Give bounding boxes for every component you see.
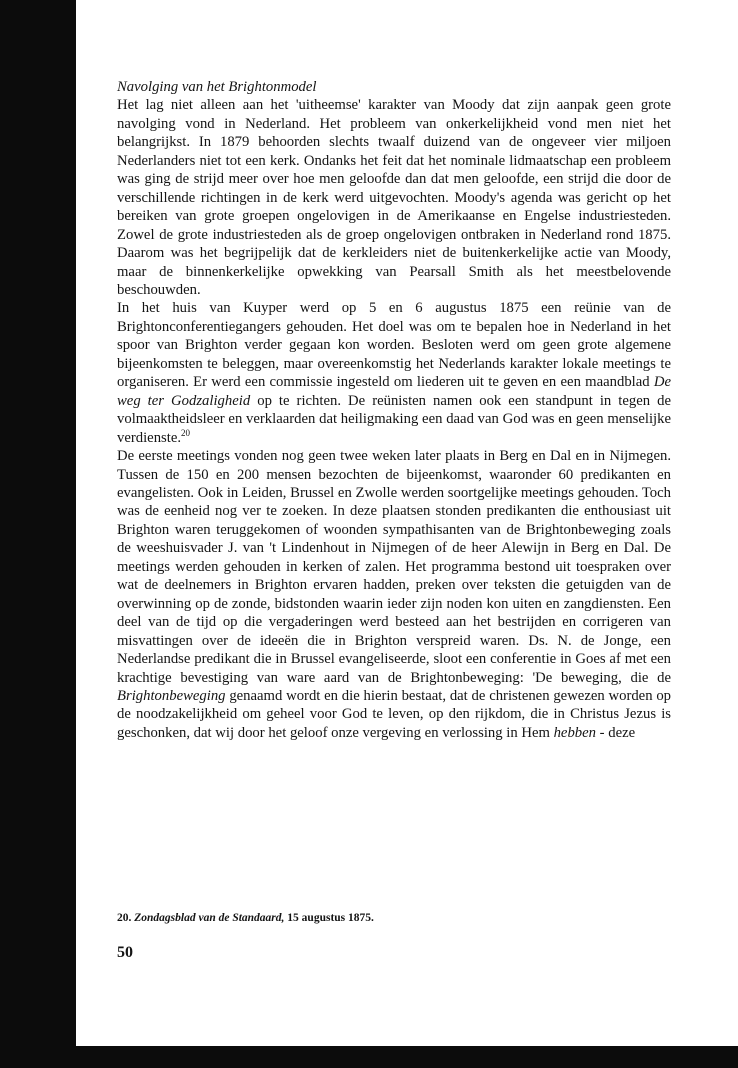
paragraph-3-text-a: De eerste meetings vonden nog geen twee weken later plaats in Berg en Dal en in Nijmegen. Tussen de 150 en 200 mensen bezochten de bijeenkomst, waaronder 60 predikanten en evangelisten. Ook in Leiden, Brussel en Zwolle werden soortgelijke meetings gehouden. Toch was de eenheid nog ver te zoeken. In deze plaatsen stonden predikanten die enthousiast uit Brighton waren teruggekomen of woonden sympathisanten van de Brightonbeweging zoals de weeshuisvader J. van 't Lindenhout in Nijmegen of de heer Alewijn in Berg en Dal. De meetings werden gehouden in kerken of zalen. Het programma bestond uit toespraken over wat de deelnemers in Brighton ervaren hadden, preken over teksten die getuigden van de overwinning op de zonde, bidstonden waarin ieder zijn noden kon uiten en zangdiensten. Een deel van de tijd op die vergaderingen werd besteed aan het bestrijden en corrigeren van misvattingen over de ideeën die in Brighton verspreid waren. Ds. N. de Jonge, een Nederlandse predikant die in Brussel evangeliseerde, sloot een conferentie in Goes af met een krachtige bevestiging van ware aard van de Brightonbeweging: 'De beweging, die de bbox=[117, 448, 671, 686]
magazine-title: De weg ter Godzaligheid bbox=[117, 374, 672, 409]
footnote-source: Zondagsblad van de Standaard, bbox=[134, 912, 285, 924]
paragraph-3-text-b: genaamd wordt en die hierin bestaat, dat de christenen gewezen worden op de noodzakelijkheid om geheel voor God te leven, op den rijkdom, die in Christus Jezus is geschonken, dat wij door het geloof onze vergeving en verlossing in Hem bbox=[117, 687, 672, 741]
paragraph-3-text-c: - deze bbox=[599, 724, 636, 741]
footnote-date: 15 augustus 1875. bbox=[287, 912, 374, 924]
paragraph-3 bbox=[117, 447, 671, 742]
body-text bbox=[117, 78, 671, 742]
section-heading: Navolging van het Brightonmodel bbox=[117, 79, 317, 95]
paragraph-2-text-b: op te richten. De reünisten namen ook een standpunt in tegen de volmaaktheidsleer en verklaarden dat heiligmaking een daad van God was en geen menselijke verdienste. bbox=[117, 392, 671, 446]
footnote bbox=[117, 912, 671, 924]
scan-edge-left bbox=[0, 0, 76, 1068]
paragraph-2 bbox=[117, 299, 671, 447]
paragraph-3-emphasis-1: Brightonbeweging bbox=[117, 687, 226, 704]
paragraph-3-emphasis-2: hebben bbox=[553, 724, 596, 741]
footnote-number: 20. bbox=[117, 912, 132, 924]
paragraph-2-text-a: In het huis van Kuyper werd op 5 en 6 augustus 1875 een reünie van de Brightonconferentiegangers gehouden. Het doel was om te bepalen hoe in Nederland in het spoor van Brighton verder gegaan kon worden. Besloten werd om geen grote algemene bijeenkomsten te beleggen, maar overeenkomstig het Nederlands karakter lokale meetings te organiseren. Er werd een commissie ingesteld om liederen uit te geven en een maandblad bbox=[117, 300, 671, 391]
paragraph-1: Het lag niet alleen aan het 'uitheemse' karakter van Moody dat zijn aanpak geen grote navolging vond in Nederland. Het probleem van onkerkelijkheid vond men niet het belangrijkst. In 1879 behoorden slechts twaalf duizend van de ongeveer vier miljoen Nederlanders niet tot een kerk. Ondanks het feit dat het nominale lidmaatschap een probleem was ging de strijd meer over hoe men geloofde dan dat men geloofde, een strijd die door de verschillende richtingen in de kerk werd uitgevochten. Moody's agenda was gericht op het bereiken van grote groepen ongelovigen in de Amerikaanse en Engelse industriesteden. Zowel de grote industriesteden als de groep ongelovigen ontbraken in Nederland rond 1875. Daarom was het begrijpelijk dat de kerkleiders niet de buitenkerkelijke actie van Moody, maar de binnenkerkelijke opwekking van Pearsall Smith als het meestbelovende beschouwden. bbox=[117, 97, 671, 298]
scan-edge-bottom bbox=[0, 1046, 738, 1068]
page-number: 50 bbox=[117, 944, 133, 961]
footnote-ref: 20 bbox=[181, 427, 191, 438]
